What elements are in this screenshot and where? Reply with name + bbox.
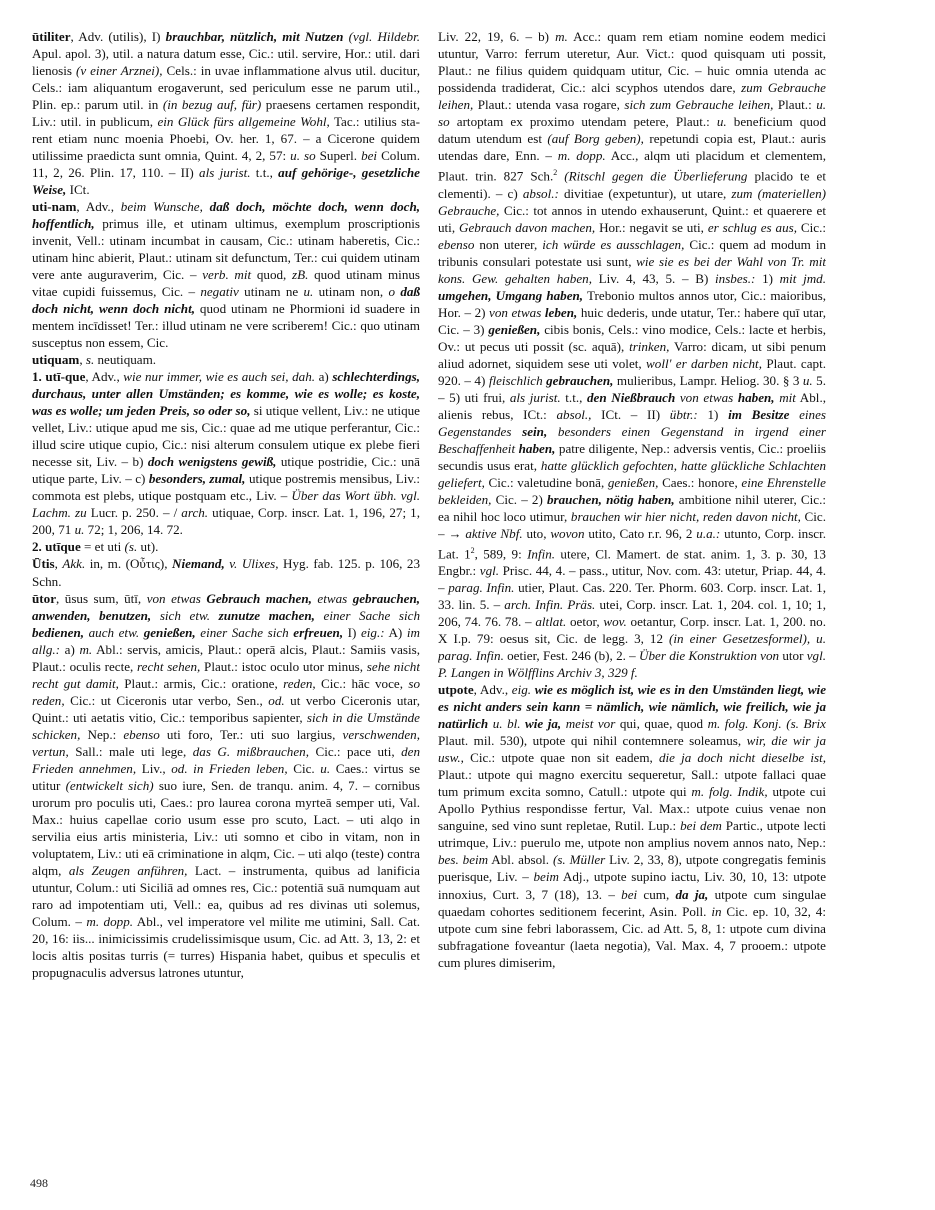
- italic-note: als Zeugen anführen,: [68, 862, 188, 878]
- entry-text: Cic. – →: [438, 508, 826, 541]
- italic-note: sich zum Gebrauche leihen,: [624, 97, 774, 113]
- italic-note: wovon: [550, 525, 585, 541]
- italic-note: wir, die wir ja usw.,: [438, 733, 826, 766]
- italic-note: aktive Nbf.: [465, 525, 523, 541]
- definition-emphasis: haben,: [518, 440, 556, 456]
- italic-note: sehe nicht recht gut damit,: [32, 658, 420, 691]
- headword: ūtor: [32, 590, 57, 606]
- italic-note: übtr.:: [669, 406, 698, 422]
- entry-text: Superl.: [315, 148, 362, 164]
- italic-note: u.: [802, 372, 813, 388]
- definition-emphasis: zunutze machen,: [218, 607, 315, 623]
- entry-text: ICt.: [66, 182, 90, 198]
- italic-note: er schlug es aus,: [707, 219, 797, 235]
- entry-text: Plaut. capt. 920. – 4): [438, 355, 826, 388]
- italic-note: Gebrauch davon machen,: [459, 219, 596, 235]
- entry-text: [315, 608, 324, 623]
- italic-note: s.: [85, 352, 95, 368]
- italic-note: besonders einen Gegenstand in irgend einer Beschaffenheit: [438, 423, 826, 456]
- italic-note: ich würde es ausschlagen,: [542, 236, 685, 252]
- italic-note: auch etw.: [88, 624, 140, 640]
- dictionary-entry: [438, 681, 826, 970]
- dictionary-entry: [32, 28, 420, 198]
- entry-text: Cic.: valetudine bonā,: [484, 474, 608, 490]
- entry-text: Hor.: negavit se uti,: [595, 219, 708, 235]
- entry-text: Cic.: tot annos in utendo exhauserunt, Quint.: et quaerere et uti,: [438, 202, 826, 235]
- italic-note: woll' er darben nicht,: [646, 355, 762, 371]
- entry-text: Acc.: quam rem etiam nomine eodem medici utuntur, Varro: ferrum uteretur, Aur. Vict.: quod quisquam uti possit, Plaut.: ne filius quidem quidquam utitur, Cic. – huic omnia utenda ac possidenda tradiderat, Cic.: alci scyphos utendos dare,: [438, 29, 826, 96]
- italic-note: recht sehen,: [137, 658, 201, 674]
- entry-text: quod utinam minus vitae cupidi fuissemus, Cic. –: [32, 267, 420, 300]
- entry-text: beneficium quod datum utendum est: [438, 114, 826, 147]
- entry-text: a): [315, 369, 333, 385]
- italic-note: als jurist.: [509, 389, 561, 405]
- italic-note: altlat.: [535, 614, 567, 630]
- entry-text: , Adv.,: [76, 199, 121, 215]
- italic-note: brauchen wir hier nicht, reden davon nicht,: [570, 508, 801, 524]
- italic-note: von etwas: [146, 590, 201, 606]
- italic-note: negativ: [200, 284, 239, 300]
- definition-emphasis: brauchbar, nützlich, mit Nutzen: [165, 29, 344, 44]
- italic-note: absol.:: [522, 185, 559, 201]
- italic-note: m. dopp.: [557, 148, 606, 164]
- entry-text: Prisc. 44, 4. – pass., utitur, Nov. com. 43: utetur, Priap. 44, 4. –: [438, 563, 826, 596]
- entry-text: 5. – 5) uti frui,: [438, 372, 826, 405]
- italic-note: vgl. P. Langen in Wölfflins Archiv 3, 329 f.: [438, 648, 826, 681]
- italic-note: (auf Borg geben),: [547, 131, 644, 147]
- superscript: 2: [470, 545, 475, 555]
- entry-text: utinam non,: [313, 284, 389, 300]
- entry-text: Cic.: [287, 760, 321, 776]
- definition-emphasis: daß doch nicht, wenn doch nicht,: [32, 284, 420, 317]
- entry-text: repetundi copia est, Plaut.: auris utendas dare, Enn. –: [438, 131, 826, 164]
- italic-note: verb. mit: [202, 267, 252, 283]
- entry-text: Lucr. p. 250. – /: [86, 505, 182, 521]
- entry-text: Trebonio multos annos utor, Cic.: maioribus, Hor. – 2): [438, 287, 826, 320]
- entry-text: utunto, Corp. inscr. Lat. 1: [438, 525, 826, 562]
- dictionary-entry: [32, 590, 420, 981]
- italic-note: bei: [361, 148, 378, 164]
- italic-note: insbes.:: [715, 270, 756, 286]
- entry-text: [203, 199, 210, 214]
- entry-text: Liv.,: [136, 760, 172, 776]
- italic-note: ein Glück fürs allgemeine Wohl,: [157, 114, 330, 130]
- entry-text: , ūsus sum, ūtī,: [56, 590, 147, 606]
- italic-note: trinken,: [629, 338, 670, 354]
- headword: utiquam: [32, 352, 80, 368]
- definition-emphasis: haben,: [737, 389, 775, 405]
- entry-text: Nep.:: [80, 726, 124, 742]
- entry-text: Colum. 11, 2, 26. Plin. 17, 110. – II): [32, 148, 420, 181]
- entry-text: praesens certamen respondit, Liv.: util. in publicum,: [32, 97, 420, 130]
- entry-text: Cic.: utpote quae non sit eadem,: [463, 750, 659, 766]
- italic-note: u.: [303, 284, 314, 300]
- definition-emphasis: sein,: [522, 423, 548, 439]
- entry-text: artoptam ex proximo utendam petere, Plaut.:: [449, 114, 717, 130]
- italic-note: (s.: [124, 539, 138, 555]
- italic-note: hatte glücklich gefochten, hatte glückliche Schlachten geliefert,: [438, 457, 826, 490]
- entry-text: cibis bonis, Cels.: vino modice, Cels.: lacte et herbis, Ov.: ut pecus uti possit (sc. aquā),: [438, 321, 826, 354]
- entry-text: [547, 424, 558, 439]
- entry-text: divitiae (expetuntur), ut utare,: [558, 185, 732, 201]
- italic-note: bes. beim: [438, 852, 489, 868]
- italic-note: arch.: [181, 505, 209, 521]
- italic-note: Über die Konstruktion von: [639, 648, 780, 664]
- definition-emphasis: da ja,: [675, 886, 709, 902]
- entry-text: utiquae, Corp. inscr. Lat. 1, 196, 27; 1, 200, 71: [32, 505, 420, 538]
- entry-text: utique postridie, Cic.: unā utique parte, Liv. – c): [32, 454, 420, 487]
- italic-note: u.: [320, 760, 331, 776]
- italic-note: Akk.: [62, 556, 86, 572]
- italic-note: u.: [716, 114, 727, 130]
- entry-text: utpote cum singulae quaedam cohortes seditionem fecerint, Asin. Poll.: [438, 886, 826, 919]
- entry-text: mulieribus, Lampr. Heliog. 30. § 3: [613, 372, 803, 388]
- entry-text: Cic.: hāc voce,: [315, 675, 409, 691]
- italic-note: wov.: [603, 614, 627, 630]
- definition-emphasis: umgehen, Umgang haben,: [438, 287, 584, 303]
- italic-note: von etwas: [489, 304, 542, 320]
- entry-text: Plaut. mil. 530), utpote qui nihil contemnere soleamus,: [438, 733, 747, 749]
- definition-emphasis: Niemand,: [171, 556, 225, 572]
- entry-text: qui, quae, quod: [615, 716, 708, 732]
- italic-note: (v einer Arznei),: [75, 63, 163, 79]
- left-column: [32, 28, 420, 1178]
- dictionary-entry: [32, 555, 420, 589]
- dictionary-entry: [32, 198, 420, 351]
- entry-text: 1): [697, 406, 729, 422]
- italic-note: von etwas: [679, 389, 734, 405]
- italic-note: m. folg. Indik,: [691, 784, 768, 800]
- entry-text: 72; 1, 206, 14. 72.: [84, 522, 183, 538]
- italic-note: u.: [74, 522, 85, 538]
- italic-note: sich etw.: [159, 607, 210, 623]
- dictionary-entry: [32, 368, 420, 538]
- entry-text: utique postremis mensibus, Liv.: commota est plebs, utique postquam etc., Liv. –: [32, 471, 420, 504]
- entry-text: placido te et clementi). – c): [438, 168, 826, 201]
- entry-text: A): [384, 624, 407, 640]
- entry-text: Varro: dicam, ut sibi penum aliud adornet, siquidem sese uti volet,: [438, 338, 826, 371]
- entry-text: oetantur, Corp. inscr. Lat. 1, 200. no. X I.p. 79: oesus sit, Cic. de legg. 3, 12: [438, 614, 826, 647]
- italic-note: einer Sache sich: [200, 624, 289, 640]
- entry-text: Abl.: servis, amicis, Plaut.: operā alcis, Plaut.: Samiis vasis, Plaut.: oculis recte,: [32, 641, 420, 674]
- entry-text: [151, 608, 160, 623]
- italic-note: u. bl.: [492, 716, 521, 732]
- entry-text: ut verbo Ciceronis utar, Quint.: uti aetatis vitio, Cic.: temporibus sapienter,: [32, 692, 420, 725]
- entry-text: , Adv.,: [85, 369, 124, 385]
- entry-text: Liv. 22, 19, 6. – b): [438, 29, 556, 44]
- entry-text: quod utinam ne Phormioni id suadere in mentem incīdisset! Ter.: illud utinam ne vere scriberem! Cic.: quo utinam susceptus non essem, Cic.: [32, 301, 420, 351]
- entry-text: in, m. (Οὖτις),: [85, 556, 172, 572]
- entry-text: ,: [79, 352, 86, 368]
- italic-note: mit jmd.: [779, 270, 826, 286]
- headword: Ūtis: [32, 556, 55, 572]
- italic-note: (in einer Gesetzesformel), u. parag. Infin.: [438, 631, 826, 664]
- italic-note: so reden,: [32, 675, 420, 708]
- definition-emphasis: schlechterdings, durchaus, unter allen Umständen; es komme, wie es wolle; es koste, was es wolle; um jeden Preis, so oder so,: [32, 369, 420, 419]
- entry-text: ambitione nihil uterer, Cic.: ea nihil hoc loco utimur,: [438, 491, 826, 524]
- italic-note: (s. Müller: [552, 852, 606, 868]
- definition-emphasis: doch wenigstens gewiß,: [147, 454, 277, 470]
- page-number: 498: [30, 1176, 48, 1190]
- definition-emphasis: erfreuen,: [293, 624, 344, 640]
- entry-text: Abl. absol.: [488, 852, 553, 868]
- superscript: 2: [553, 168, 558, 178]
- entry-text: Cic.: ut Ciceronis utar verbo, Sen.,: [64, 692, 269, 708]
- entry-text: quod,: [251, 267, 293, 283]
- italic-note: o: [388, 284, 396, 300]
- entry-text: non uterer,: [474, 236, 543, 252]
- definition-emphasis: gebrauchen, anwenden, benutzen,: [32, 590, 420, 623]
- entry-text: neutiquam.: [94, 352, 157, 368]
- entry-text: utere, Cl. Mamert. de stat. anim. 1, 3. p. 30, 13 Engbr.:: [438, 546, 826, 579]
- entry-text: Abl., alienis rebus, ICt.:: [438, 389, 826, 422]
- italic-note: bei: [621, 886, 638, 902]
- italic-note: eine Ehrenstelle bekleiden,: [438, 474, 826, 507]
- italic-note: etwas: [317, 590, 348, 606]
- entry-text: Plaut.: utpote qui magno exercitu sequeretur, Sall.: utpote fallaci quae tum primum excita somno, Catull.: utpote qui: [438, 767, 826, 800]
- headword: 1. utī-que: [32, 369, 86, 385]
- entry-text: utei, Corp. inscr. Lat. 1, 204. col. 1, 10; 1, 206, 74. 76. 78. –: [438, 597, 826, 630]
- entry-text: Liv. 2, 33, 8), utpote congregatis feminis puerisque, Liv. –: [438, 852, 826, 885]
- entry-text: patre diligente, Nep.: adversis ventis, Cic.: proeliis secundis usus erat,: [438, 440, 826, 473]
- entry-text: utor: [779, 648, 807, 664]
- definition-emphasis: wie ja,: [525, 716, 562, 732]
- entry-text: Acc., alqm uti placidum et clementem, Plaut. trin. 827 Sch.: [438, 148, 826, 184]
- definition-emphasis: im Besitze: [728, 406, 790, 422]
- entry-text: uti foro, Ter.: uti suo largius,: [159, 726, 343, 742]
- italic-note: ebenso: [123, 726, 160, 742]
- entry-text: utito, Cato r.r. 96, 2: [584, 525, 697, 541]
- italic-note: m. dopp.: [86, 913, 134, 929]
- italic-note: v. Ulixes,: [229, 556, 279, 572]
- italic-note: wie sie es bei der Wahl von Tr. mit kons. Gew. gehalten haben,: [438, 253, 826, 286]
- headword: ūtiliter: [32, 29, 71, 44]
- entry-text: [511, 424, 522, 439]
- italic-note: mit: [779, 389, 796, 405]
- entry-text: Cic. – 2): [491, 491, 547, 507]
- definition-emphasis: den Nießbrauch: [587, 389, 676, 405]
- definition-emphasis: besonders, zumal,: [148, 471, 246, 487]
- italic-note: eig.: [511, 682, 532, 698]
- italic-note: beim: [533, 869, 559, 885]
- italic-note: das G. mißbrauchen,: [192, 743, 309, 759]
- italic-note: beim Wunsche,: [120, 199, 203, 215]
- italic-note: (Ritschl gegen die Überlieferung: [564, 168, 748, 184]
- definition-emphasis: genießen,: [143, 624, 196, 640]
- entry-text: Sall.: male uti lege,: [68, 743, 193, 759]
- entry-text: utpote cui Apollo Pythius respondisse fertur, Val. Max.: utpote cuius venae non sanguine, sed vino sunt repletae, Rutil. Lup.:: [438, 784, 826, 834]
- entry-text: a): [60, 641, 80, 657]
- entry-text: Partic., utpote lecti utrimque, Liv.: puerulo me, utpote non amplius novem annos nato, Nep.:: [438, 818, 826, 851]
- entry-text: Plaut.:: [773, 97, 817, 113]
- italic-note: meist vor: [565, 716, 616, 732]
- entry-text: [789, 407, 799, 422]
- entry-text: Caes.: virtus se utitur: [32, 760, 420, 793]
- entry-text: Liv. 4, 43, 5. – B): [591, 270, 716, 286]
- definition-emphasis: brauchen, nötig haben,: [546, 491, 675, 507]
- entry-text: ICt. – II): [591, 406, 670, 422]
- headword: 2. utīque: [32, 539, 81, 555]
- italic-note: (vgl. Hildebr.: [348, 29, 420, 44]
- definition-emphasis: leben,: [544, 304, 578, 320]
- definition-emphasis: gebrauchen,: [546, 372, 614, 388]
- entry-text: 1): [755, 270, 780, 286]
- italic-note: m.: [79, 641, 93, 657]
- entry-text: Plaut.: armis, Cic.: oratione,: [118, 675, 284, 691]
- italic-note: ebenso: [438, 236, 475, 252]
- entry-text: Cic.: quem ad modum in tribunis consulari potestate usi sunt,: [438, 236, 826, 269]
- dictionary-entry: [438, 28, 826, 681]
- entry-text: t.t.,: [560, 389, 587, 405]
- italic-note: bei dem: [680, 818, 722, 834]
- italic-note: m. folg. Konj. (s. Brix: [707, 716, 826, 732]
- entry-text: ,: [54, 556, 63, 572]
- entry-text: I): [343, 624, 361, 640]
- italic-note: u. so: [290, 148, 316, 164]
- italic-note: einer Sache sich: [323, 607, 420, 623]
- entry-text: , Adv. (utilis), I): [70, 29, 166, 44]
- italic-note: den Frieden annehmen,: [32, 743, 420, 776]
- entry-text: , Adv.,: [473, 682, 512, 698]
- entry-text: Plaut.: istoc oculo utor minus,: [200, 658, 367, 674]
- entry-text: oetier, Fest. 246 (b), 2. –: [503, 648, 640, 664]
- right-column: [438, 28, 826, 1178]
- italic-note: verschwenden, vertun,: [32, 726, 420, 759]
- definition-emphasis: wie es möglich ist, wie es in den Umständen liegt, wie es nicht anders sein kann = nämlich, wie nämlich, wie freilich, wie ja natürlich: [438, 682, 826, 732]
- italic-note: (in bezug auf, für): [162, 97, 262, 113]
- definition-emphasis: auf gehörige-, gesetzliche Weise,: [32, 165, 420, 198]
- italic-note: zum (materiellen) Gebrauche,: [438, 185, 826, 218]
- italic-note: zB.: [292, 267, 309, 283]
- entry-text: Plaut.: utenda vasa rogare,: [473, 97, 625, 113]
- italic-note: genießen,: [607, 474, 659, 490]
- entry-text: utinam ne: [238, 284, 304, 300]
- italic-note: als jurist.: [199, 165, 251, 181]
- italic-note: in: [711, 903, 722, 919]
- entry-text: oetor,: [566, 614, 604, 630]
- italic-note: im allg.:: [32, 624, 420, 657]
- italic-note: Infin.: [527, 546, 556, 562]
- italic-note: reden,: [283, 675, 316, 691]
- entry-text: Tac.: utilius starent etiam nunc moenia Phoebi, Ov. her. 1, 67. – a Cicerone quidem utilissime praedicta sunt omnia, Quint. 4, 2, 57:: [32, 114, 420, 164]
- entry-text: [210, 608, 219, 623]
- entry-text: cum,: [637, 886, 676, 902]
- definition-emphasis: Gebrauch machen,: [206, 590, 312, 606]
- entry-text: ut).: [137, 539, 159, 555]
- italic-note: die ja doch nicht dieselbe ist,: [658, 750, 826, 766]
- entry-text: Lact. – instrumenta, quibus ad lanificia utuntur, Colum.: uti Siciliā ad omnes res, Cic.: potentiā suā numquam aut raro ad impotentiam uti, Vell.: ea, quibus ad res divinas uti solemus, Colum. –: [32, 862, 420, 929]
- entry-text: Cels.: in uvae inflammatione alvus util. ducitur, Cels.: iam aliquantum erogaverunt, sed periculum esse ne parum util., Plin. ep.: parum util. in: [32, 63, 420, 113]
- italic-note: u.a.:: [696, 525, 721, 541]
- entry-text: huic dederis, unde utatur, Ter.: habere quī utar, Cic. – 3): [438, 304, 826, 337]
- definition-emphasis: daß doch, möchte doch, wenn doch, hoffentlich,: [32, 199, 420, 232]
- italic-note: eig.:: [360, 624, 385, 640]
- entry-text: t.t.,: [250, 165, 279, 181]
- italic-note: wie nur immer, wie es auch sei, dah.: [123, 369, 316, 385]
- entry-text: suo iure, Sen. de tranqu. anim. 4, 7. – cornibus urorum pro poculis uti, Caes.: pro laurea corona myrteā semper uti, Val. Max.: huius capellae corio usum esse pro scuto, Lact. – uti alqo in servilia eius artis ministeria, Liv.: uti somno et cibo in vitam, non in voluptatem, Liv.: uti eā criminatione in alqm, Cic. – uti alqo (teste) contra alqm,: [32, 777, 420, 878]
- headword: uti-nam: [32, 199, 77, 215]
- entry-text: Abl., vel imperatore vel milite me utimini, Sall. Cat. 20, 16: iis... inimicissimis crudelissimisque usum, Cic. ad Att. 3, 13, 2: et locis altis positas turris (= turres) Hispania habet, quibus et speculis et propugnaculis adversus latrones utuntur,: [32, 913, 420, 980]
- definition-emphasis: bedienen,: [32, 624, 85, 640]
- italic-note: od.: [268, 692, 285, 708]
- headword: utpote: [438, 682, 474, 698]
- italic-note: vgl.: [479, 563, 500, 579]
- definition-emphasis: genießen,: [488, 321, 541, 337]
- entry-text: , 589, 9:: [474, 546, 528, 562]
- dictionary-entry: [32, 538, 420, 555]
- italic-note: absol.,: [556, 406, 592, 422]
- entry-text: Apul. apol. 3), util. a natura datum esse, Cic.: util. servire, Hor.: util. dari lienosis: [32, 46, 420, 79]
- entry-text: utier, Plaut. Cas. 220. Ter. Phorm. 603. Corp. inscr. Lat. 1, 33. lin. 5. –: [438, 580, 826, 613]
- italic-note: Über das Wort übh. vgl. Lachm. zu: [32, 488, 420, 521]
- italic-note: u. so: [438, 97, 826, 130]
- entry-text: Adj., utpote supino iactu, Liv. 30, 10, 13: utpote innoxius, Curt. 3, 7 (18), 13. –: [438, 869, 826, 902]
- italic-note: sich in die Umstände schicken,: [32, 709, 420, 742]
- entry-text: Cic.: pace uti,: [309, 743, 402, 759]
- italic-note: od. in Frieden leben,: [171, 760, 288, 776]
- italic-note: eines Gegenstandes: [438, 406, 826, 439]
- italic-note: arch. Infin. Präs.: [504, 597, 596, 613]
- italic-note: m.: [555, 29, 568, 44]
- entry-text: uto,: [522, 525, 551, 541]
- dictionary-entry: [32, 351, 420, 368]
- entry-text: Cic. ep. 10, 32, 4: utpote cum sine febri laborassem, Cic. ad Att. 5, 8, 1: utpote cum divina subfragatione foveantur (laeta negotia), Val. Max. 4, 7 prooem.: utpote cum plures dimiserim,: [438, 903, 826, 970]
- entry-text: si utique vellent, Liv.: ne utique vellet, Liv.: utique apud me sis, Cic.: quae ad me utique perferantur, Cic.: illud scire utique cupio, Cic.: nisi alterum consulem utique ex plebe fieri necesse sit, Liv. – b): [32, 403, 420, 470]
- italic-note: fleischlich: [488, 372, 543, 388]
- entry-text: primus ille, et utinam ultimus, exemplum proscriptionis invenit, Vell.: utinam incumbat in causam, Cic.: utinam haberetis, Cic.: utinam hinc abierit, Plaut.: utinam sit defunctum, Ter.: cui quidem utinam vere ante auguraverim, Cic. –: [32, 216, 420, 283]
- entry-text: Hyg. fab. 125. p. 106, 23 Schn.: [32, 556, 420, 589]
- italic-note: (entwickelt sich): [65, 777, 154, 793]
- entry-text: Cic.:: [797, 219, 826, 235]
- italic-note: zum Gebrauche leihen,: [438, 80, 826, 113]
- italic-note: parag. Infin.: [448, 580, 515, 596]
- entry-text: Caes.: honore,: [658, 474, 742, 490]
- entry-text: = et uti: [80, 539, 125, 555]
